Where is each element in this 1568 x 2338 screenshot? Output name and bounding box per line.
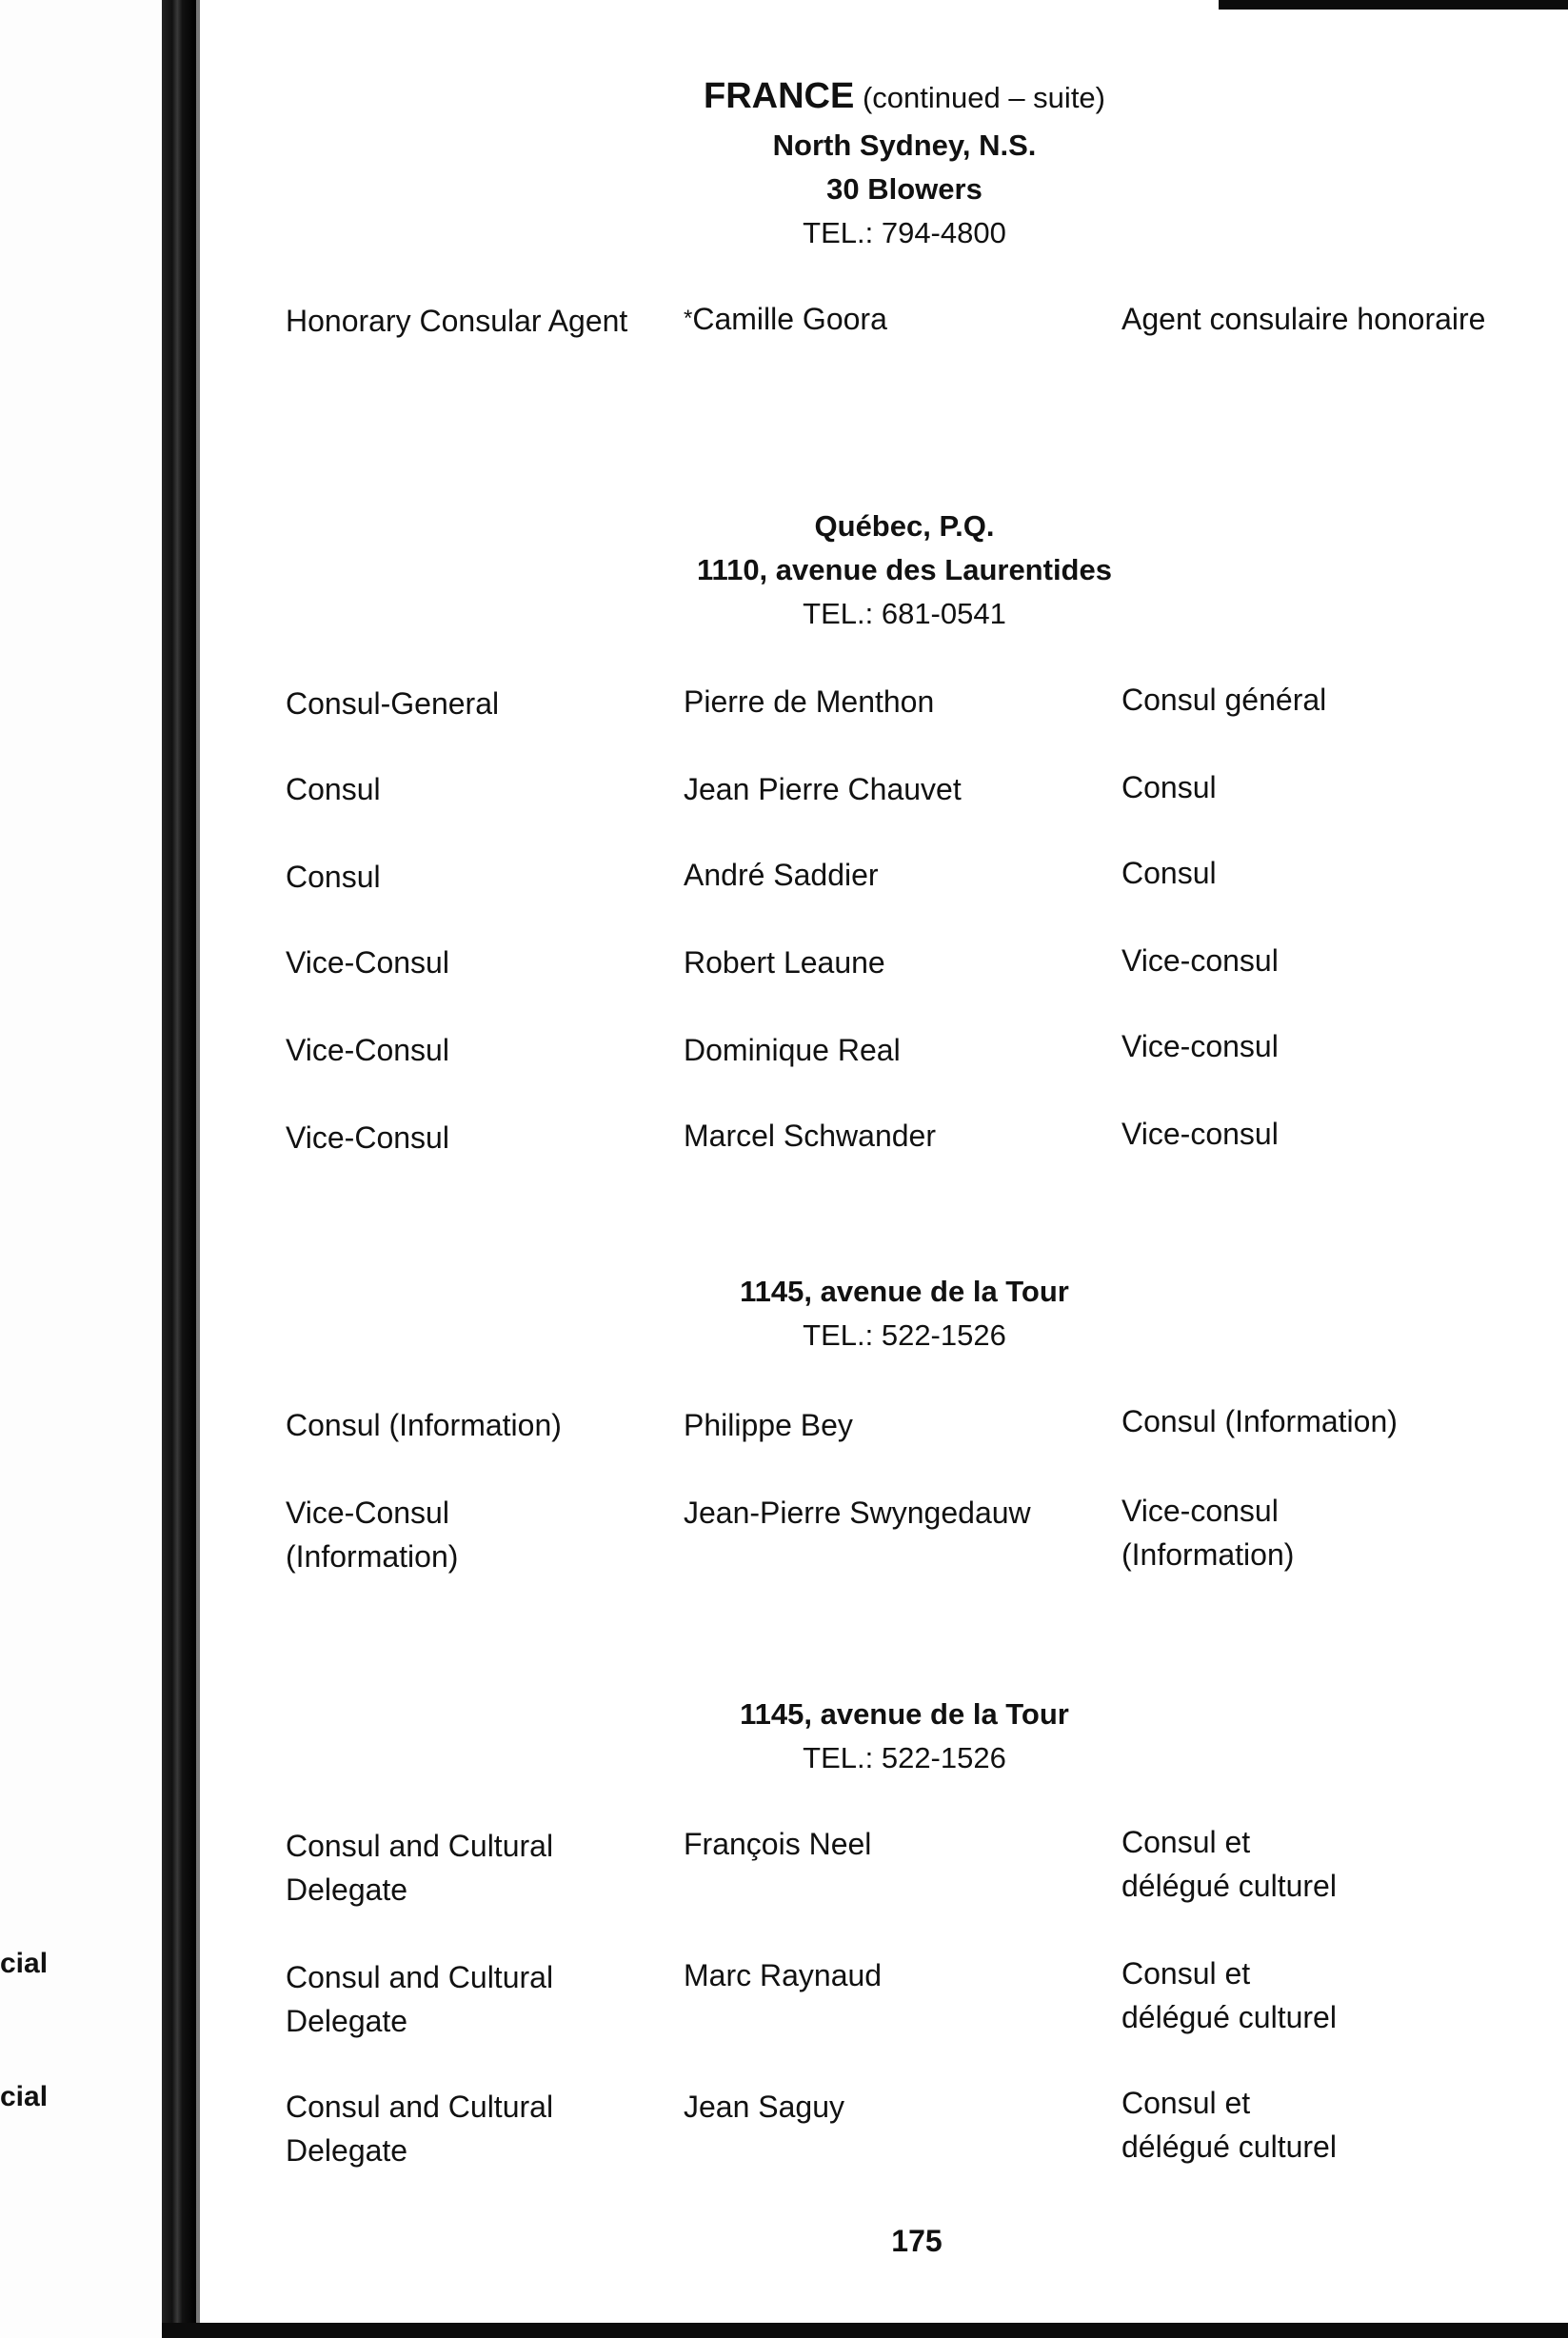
title-english: Vice-Consul xyxy=(286,1120,449,1155)
person-name: Jean Saguy xyxy=(684,2090,845,2124)
person-name: Jean-Pierre Swyngedauw xyxy=(684,1496,1031,1530)
title-french: Vice-consul xyxy=(1121,943,1279,978)
book-spine xyxy=(162,0,196,2338)
title-french: Consul xyxy=(1121,856,1217,890)
person-name: Dominique Real xyxy=(684,1033,901,1067)
title-french: Consul général xyxy=(1121,683,1327,717)
title-english: Consul and Cultural Delegate xyxy=(286,2090,554,2168)
title-french: Consul et délégué culturel xyxy=(1121,1956,1337,2034)
title-french: Agent consulaire honoraire xyxy=(1121,302,1486,336)
title-english: Vice-Consul xyxy=(286,945,449,980)
person-name-text: Camille Goora xyxy=(692,302,887,336)
title-french: Vice-consul (Information) xyxy=(1121,1494,1295,1572)
city-heading: North Sydney, N.S. xyxy=(772,129,1037,162)
address-line: 30 Blowers xyxy=(826,172,982,206)
title-english: Consul xyxy=(286,772,381,806)
title-english: Consul-General xyxy=(286,686,500,721)
title-french: Consul xyxy=(1121,770,1217,804)
address-line: 1145, avenue de la Tour xyxy=(740,1275,1069,1308)
title-french: Vice-consul xyxy=(1121,1029,1279,1063)
city-heading: Québec, P.Q. xyxy=(814,509,995,543)
address-line: 1145, avenue de la Tour xyxy=(740,1697,1069,1731)
person-name xyxy=(684,297,1083,341)
person-name: André Saddier xyxy=(684,858,879,892)
person-name: Pierre de Menthon xyxy=(684,684,935,719)
continued-note: (continued – suite) xyxy=(862,81,1105,114)
title-french: Consul (Information) xyxy=(1121,1404,1398,1438)
asterisk-mark: * xyxy=(684,306,693,331)
title-english: Vice-Consul xyxy=(286,1033,449,1067)
title-english: Vice-Consul (Information) xyxy=(286,1496,459,1574)
title-english: Consul (Information) xyxy=(286,1408,562,1442)
country-heading xyxy=(533,74,1276,120)
spine-edge xyxy=(196,0,200,2338)
address-line: 1110, avenue des Laurentides xyxy=(697,553,1112,586)
title-english: Consul and Cultural Delegate xyxy=(286,1829,554,1907)
title-english: Consul xyxy=(286,860,381,894)
telephone-line: TEL.: 522-1526 xyxy=(803,1741,1006,1774)
scan-border-bottom xyxy=(162,2323,1568,2338)
telephone-line: TEL.: 522-1526 xyxy=(803,1318,1006,1352)
title-english: Honorary Consular Agent xyxy=(286,304,628,338)
title-french: Consul et délégué culturel xyxy=(1121,1825,1337,1903)
facing-page-fragment: cial xyxy=(0,2081,49,2112)
telephone-line: TEL.: 681-0541 xyxy=(803,597,1006,630)
title-french: Vice-consul xyxy=(1121,1117,1279,1151)
person-name: Marcel Schwander xyxy=(684,1119,936,1153)
title-english: Consul and Cultural Delegate xyxy=(286,1960,554,2038)
person-name: Jean Pierre Chauvet xyxy=(684,772,962,806)
page-number: 175 xyxy=(891,2224,943,2258)
facing-page-margin xyxy=(0,0,162,2338)
person-name: François Neel xyxy=(684,1827,872,1861)
country-name: FRANCE xyxy=(704,76,855,116)
person-name: Philippe Bey xyxy=(684,1408,853,1442)
facing-page-fragment: cial xyxy=(0,1948,49,1979)
title-french: Consul et délégué culturel xyxy=(1121,2086,1337,2164)
telephone-line: TEL.: 794-4800 xyxy=(803,216,1006,249)
scan-border-top xyxy=(1219,0,1568,10)
person-name: Marc Raynaud xyxy=(684,1958,883,1992)
person-name: Robert Leaune xyxy=(684,945,885,980)
